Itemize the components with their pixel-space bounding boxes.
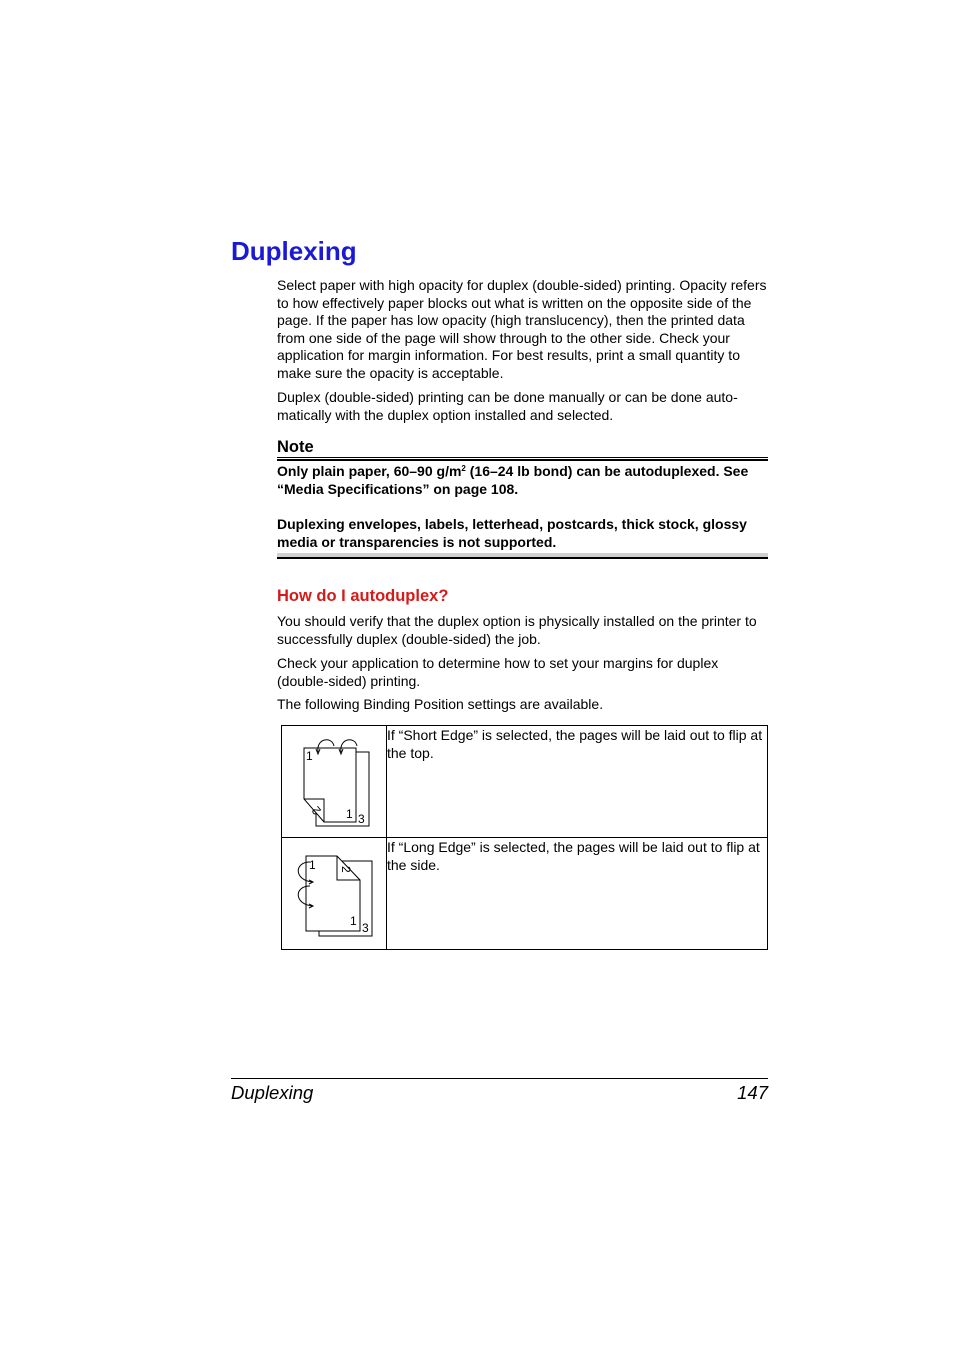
intro-paragraph-2: Duplex (double-sided) printing can be done manually or can be done auto-matically with the duplex option installed and selected. [277, 389, 738, 423]
note-paragraph-2: Duplexing envelopes, labels, letterhead, postcards, thick stock, glossy media or transparencies is not supported. [277, 516, 747, 550]
note-top-rule [277, 459, 768, 461]
binding-position-table [281, 725, 768, 950]
page-label: 3 [362, 921, 369, 935]
note-bottom-rule [277, 557, 768, 559]
short-edge-icon-cell [282, 726, 387, 838]
note-heading: Note [277, 438, 314, 456]
section-paragraph-3: The following Binding Position settings are available. [277, 696, 604, 712]
footer-page-number: 147 [737, 1082, 768, 1103]
short-edge-binding-icon [282, 726, 386, 837]
long-edge-icon-cell [282, 838, 387, 950]
section-paragraph-1: You should verify that the duplex option is physically installed on the printer to successfully duplex (double-sided) the job. [277, 613, 757, 647]
page-label: 2 [339, 866, 353, 873]
page-label: 1 [346, 807, 353, 821]
section-paragraph-2: Check your application to determine how to set your margins for duplex (double-sided) printing. [277, 655, 719, 689]
page-label: 3 [358, 812, 365, 826]
long-edge-description: If “Long Edge” is selected, the pages will be laid out to flip at the side. [387, 838, 768, 950]
section-heading: How do I autoduplex? [277, 587, 449, 605]
short-edge-description: If “Short Edge” is selected, the pages will be laid out to flip at the top. [387, 726, 768, 838]
footer-rule [231, 1078, 768, 1079]
table-row [282, 726, 768, 838]
page-title: Duplexing [231, 236, 357, 266]
footer-title: Duplexing [231, 1082, 314, 1103]
note-paragraph-1: Only plain paper, 60–90 $g/m^2$ (16–24 lb bond) can be autoduplexed. See “Media Specifications” on page 108. [277, 463, 749, 497]
note-heading-bar [277, 437, 768, 458]
superscript-2: 2 [461, 464, 466, 473]
page-label: 1 [350, 914, 357, 928]
long-edge-binding-icon [282, 838, 386, 949]
intro-paragraph-1: Select paper with high opacity for duplex (double-sided) printing. Opacity refers to how effectively paper blocks out what is written on the opposite side of the page. If the paper has low opacity (high translucency), then the printed data from one side of the page will show through to the other side. Check your application for margin information. For best results, print a small quantity to make sure the opacity is acceptable. [277, 277, 767, 381]
table-row [282, 838, 768, 950]
page-label: 2 [308, 803, 324, 818]
page-label: 1 [309, 858, 316, 872]
page-label: 1 [306, 749, 313, 763]
